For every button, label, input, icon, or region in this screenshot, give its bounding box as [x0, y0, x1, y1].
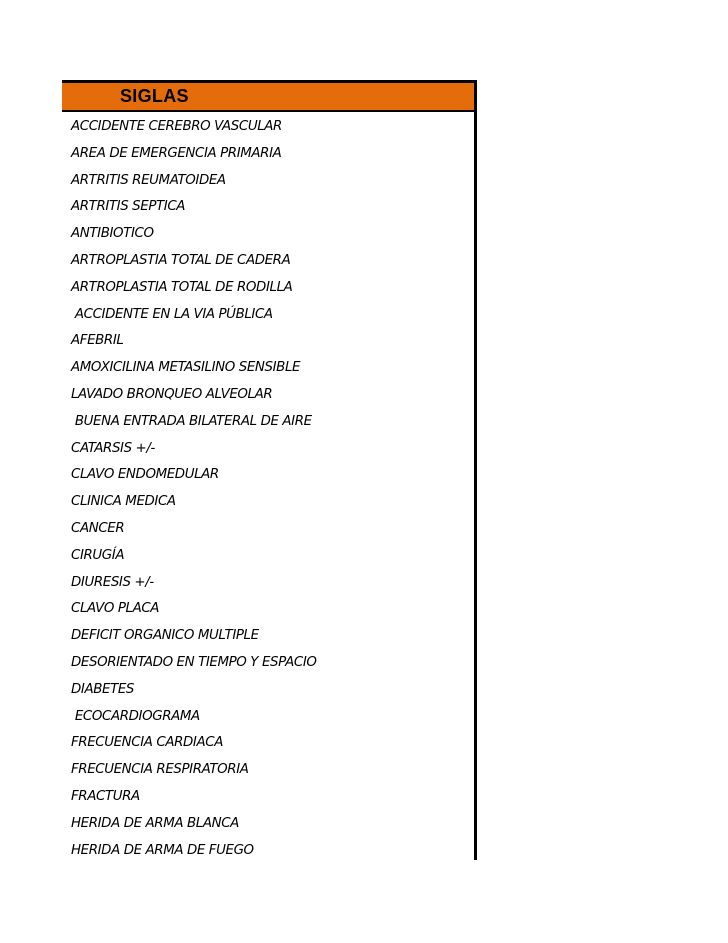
table-row[interactable]: CATARSIS +/-	[71, 440, 155, 456]
table-row[interactable]: ECOCARDIOGRAMA	[71, 708, 200, 724]
table-row[interactable]: HERIDA DE ARMA BLANCA	[71, 815, 239, 831]
table-row[interactable]: FRECUENCIA CARDIACA	[71, 735, 223, 751]
table-row[interactable]: DIABETES	[71, 681, 135, 697]
table-row[interactable]: ACCIDENTE EN LA VIA PÚBLICA	[71, 306, 273, 322]
table-row[interactable]: ACCIDENTE CEREBRO VASCULAR	[71, 119, 282, 134]
table-row[interactable]: CLAVO PLACA	[71, 601, 160, 617]
table-row[interactable]: DESORIENTADO EN TIEMPO Y ESPACIO	[71, 654, 317, 670]
table-row[interactable]: ARTRITIS REUMATOIDEA	[71, 172, 226, 188]
table-row[interactable]: CLINICA MEDICA	[71, 494, 176, 510]
table-row[interactable]: CIRUGÍA	[71, 547, 125, 563]
table-row[interactable]: ARTRITIS SEPTICA	[71, 199, 186, 215]
table-row[interactable]: HERIDA DE ARMA DE FUEGO	[71, 842, 254, 858]
table-row[interactable]: FRECUENCIA RESPIRATORIA	[71, 762, 249, 778]
header-cell[interactable]	[62, 83, 474, 112]
table-row[interactable]: BUENA ENTRADA BILATERAL DE AIRE	[71, 413, 312, 429]
table-row[interactable]: AMOXICILINA METASILINO SENSIBLE	[71, 360, 301, 376]
table-row[interactable]: DEFICIT ORGANICO MULTIPLE	[71, 628, 259, 644]
table-row[interactable]: ANTIBIOTICO	[71, 226, 154, 242]
column-header-siglas: SIGLAS	[120, 86, 189, 106]
table-row[interactable]: CANCER	[71, 520, 125, 536]
table-row[interactable]: FRACTURA	[71, 788, 140, 804]
table-row[interactable]: ARTROPLASTIA TOTAL DE RODILLA	[71, 279, 293, 295]
table-rows	[62, 114, 472, 864]
table-row[interactable]: CLAVO ENDOMEDULAR	[71, 467, 219, 483]
table-row[interactable]: ARTROPLASTIA TOTAL DE CADERA	[71, 252, 291, 268]
abbreviations-table	[62, 80, 476, 860]
table-row[interactable]: AFEBRIL	[71, 333, 124, 349]
table-right-border	[474, 80, 477, 860]
table-row[interactable]: LAVADO BRONQUEO ALVEOLAR	[71, 386, 273, 402]
table-row[interactable]: DIURESIS +/-	[71, 574, 154, 590]
table-row[interactable]: AREA DE EMERGENCIA PRIMARIA	[71, 145, 282, 161]
